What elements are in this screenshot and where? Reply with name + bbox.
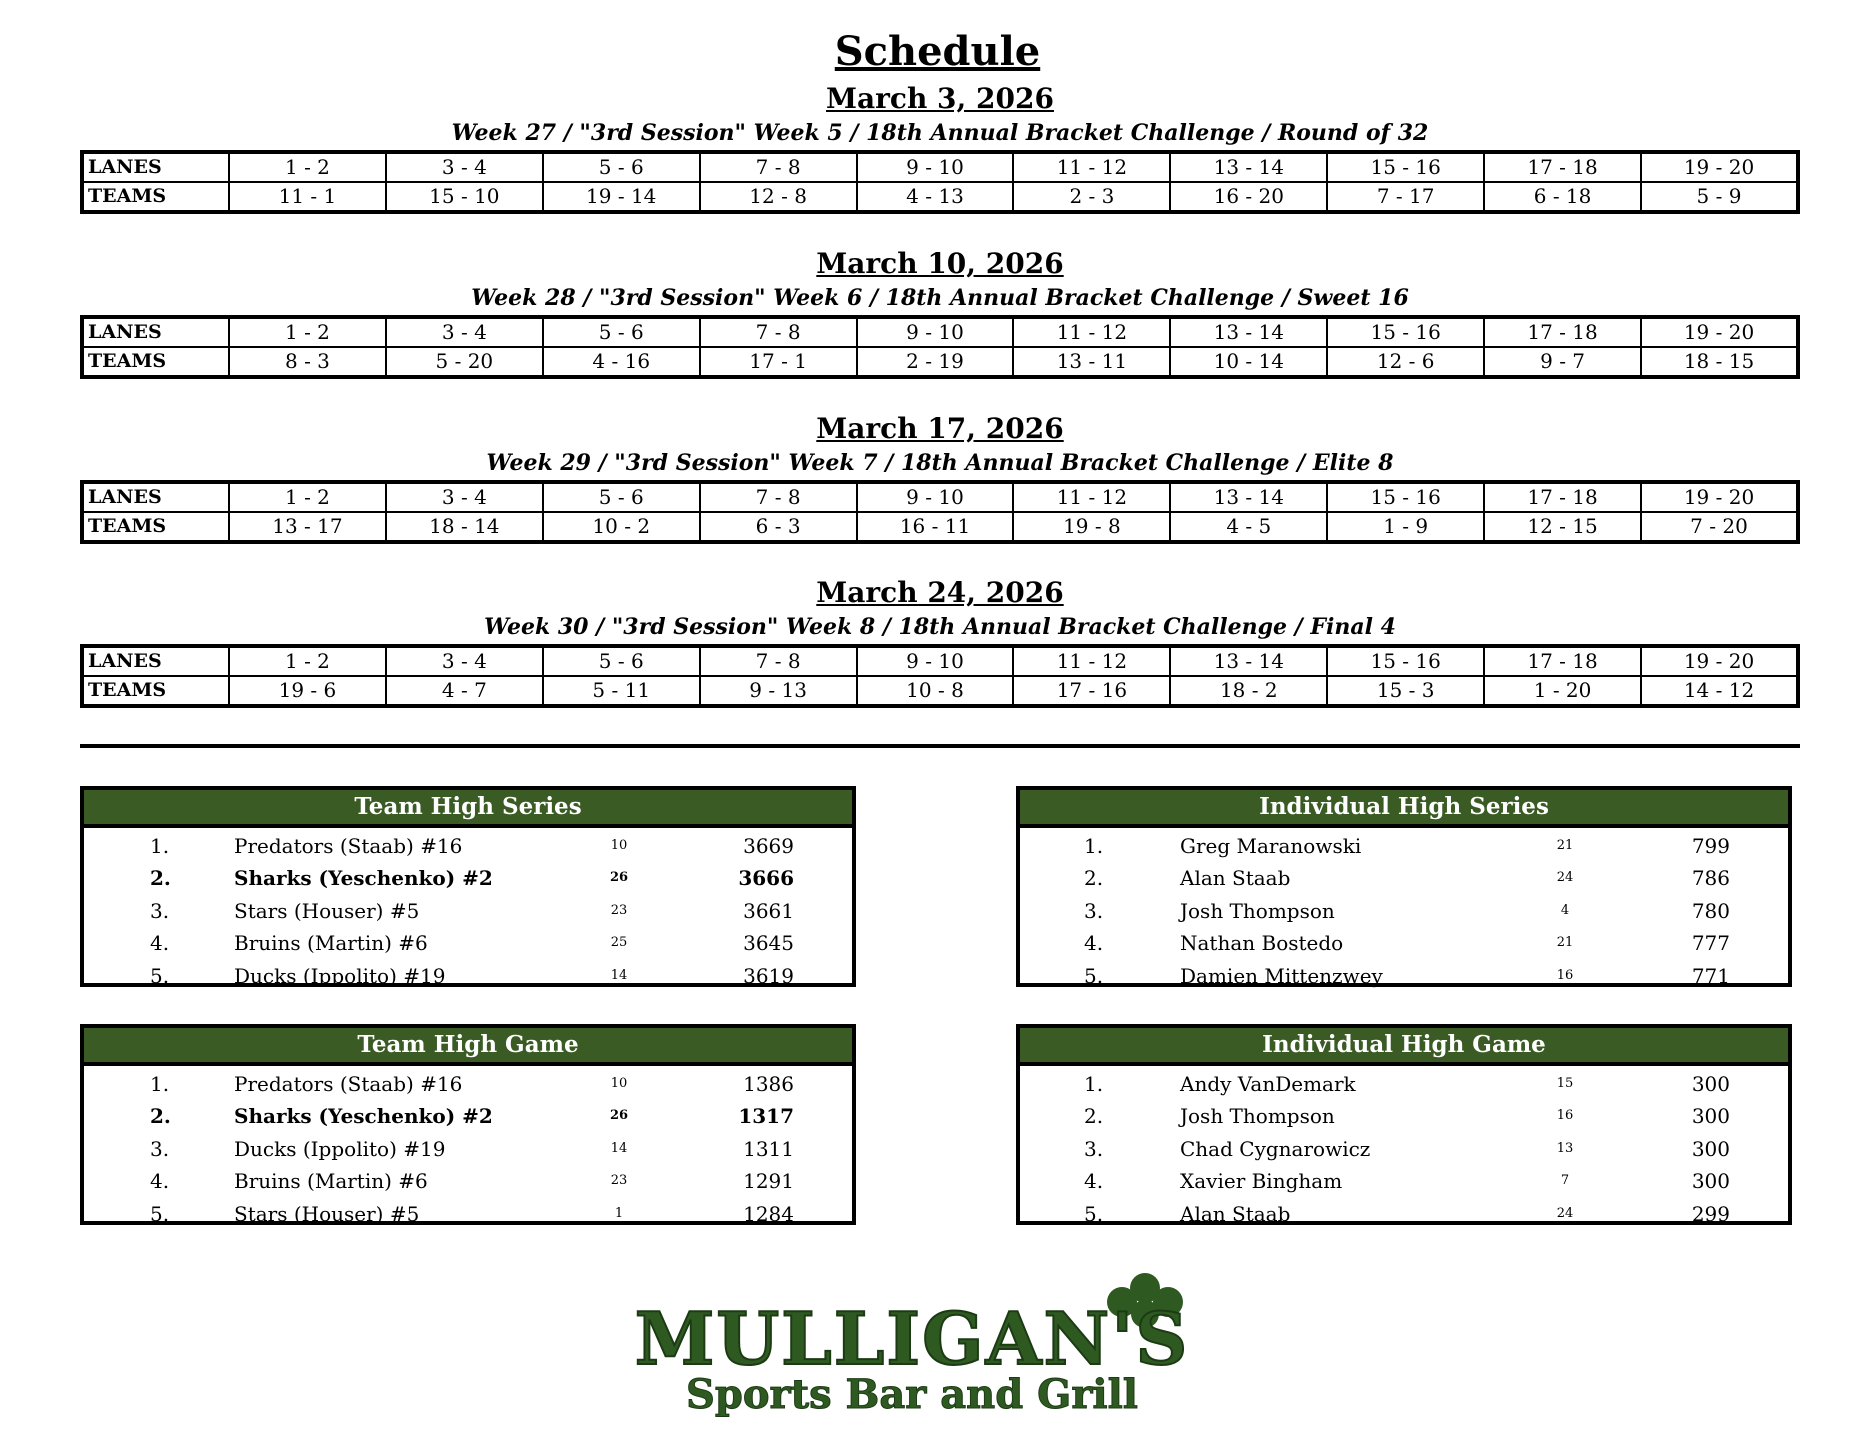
stat-row <box>84 960 852 992</box>
rank: 2. <box>1084 866 1104 891</box>
stat-row <box>84 1100 852 1132</box>
entry-name: Sharks (Yeschenko) #2 <box>234 1104 493 1129</box>
week-block <box>80 80 1800 214</box>
rank: 5. <box>150 1201 170 1226</box>
games-count: 14 <box>610 967 628 983</box>
logo-graphic <box>585 1262 1240 1417</box>
week-subtitle: Week 29 / "3rd Session" Week 7 / 18th Annual Bracket Challenge / Elite 8 <box>486 450 1394 476</box>
panel-title: Individual High Game <box>1020 1028 1788 1066</box>
rank: 5. <box>1084 1201 1104 1226</box>
lane-cell: 9 - 10 <box>857 482 1014 512</box>
week-date: March 10, 2026 <box>816 247 1064 280</box>
entry-name: Bruins (Martin) #6 <box>234 931 428 956</box>
lane-cell: 13 - 14 <box>1170 152 1327 182</box>
score: 300 <box>1691 1169 1730 1194</box>
lane-cell: 1 - 2 <box>229 152 386 182</box>
team-cell: 16 - 20 <box>1170 182 1327 212</box>
team-cell: 17 - 1 <box>700 347 857 377</box>
team-cell: 19 - 14 <box>543 182 700 212</box>
week-block <box>80 245 1800 379</box>
schedule-table <box>80 150 1800 214</box>
score: 771 <box>1691 963 1730 988</box>
lane-cell: 15 - 16 <box>1327 646 1484 676</box>
panel-title: Individual High Series <box>1020 790 1788 828</box>
schedule-row-teams <box>82 676 1798 706</box>
lane-cell: 19 - 20 <box>1641 646 1798 676</box>
rank: 1. <box>1084 1072 1104 1096</box>
score: 780 <box>1691 898 1730 923</box>
schedule-row-teams <box>82 512 1798 542</box>
score: 1386 <box>743 1072 794 1096</box>
team-cell: 16 - 11 <box>857 512 1014 542</box>
lane-cell: 5 - 6 <box>543 317 700 347</box>
entry-name: Stars (Houser) #5 <box>234 898 420 923</box>
games-count: 14 <box>610 1140 628 1156</box>
lane-cell: 5 - 6 <box>543 646 700 676</box>
panel-rows <box>84 1066 852 1230</box>
entry-name: Andy VanDemark <box>1180 1072 1356 1096</box>
score: 1311 <box>743 1136 794 1161</box>
week-subtitle: Week 27 / "3rd Session" Week 5 / 18th Annual Bracket Challenge / Round of 32 <box>451 120 1429 146</box>
games-count: 23 <box>610 1173 628 1189</box>
team-cell: 19 - 8 <box>1013 512 1170 542</box>
lane-cell: 13 - 14 <box>1170 317 1327 347</box>
team-cell: 6 - 3 <box>700 512 857 542</box>
stat-row <box>1020 1165 1788 1197</box>
games-count: 25 <box>610 935 628 951</box>
score: 3619 <box>743 963 794 988</box>
stat-row <box>84 1198 852 1230</box>
schedule-row-lanes <box>82 152 1798 182</box>
stat-row <box>1020 862 1788 894</box>
panel-title: Team High Game <box>84 1028 852 1066</box>
lane-cell: 19 - 20 <box>1641 317 1798 347</box>
lane-cell: 7 - 8 <box>700 646 857 676</box>
games-count: 7 <box>1560 1173 1570 1189</box>
entry-name: Xavier Bingham <box>1180 1169 1343 1194</box>
schedule-row-teams <box>82 347 1798 377</box>
team-cell: 14 - 12 <box>1641 676 1798 706</box>
team-cell: 7 - 20 <box>1641 512 1798 542</box>
games-count: 10 <box>610 838 628 853</box>
entry-name: Josh Thompson <box>1180 898 1335 923</box>
stat-panel <box>1016 1024 1792 1225</box>
lane-cell: 11 - 12 <box>1013 646 1170 676</box>
logo-line1: MULLIGAN'S <box>634 1296 1190 1381</box>
lane-cell: 17 - 18 <box>1484 482 1641 512</box>
row-label: TEAMS <box>82 182 229 212</box>
team-cell: 6 - 18 <box>1484 182 1641 212</box>
rank: 2. <box>1084 1104 1104 1129</box>
schedule-table <box>80 315 1800 379</box>
lane-cell: 9 - 10 <box>857 317 1014 347</box>
score: 300 <box>1691 1104 1730 1129</box>
games-count: 24 <box>1556 870 1574 886</box>
stat-panel <box>80 786 856 987</box>
week-subtitle: Week 30 / "3rd Session" Week 8 / 18th Annual Bracket Challenge / Final 4 <box>484 614 1396 640</box>
lane-cell: 5 - 6 <box>543 152 700 182</box>
entry-name: Predators (Staab) #16 <box>234 834 463 858</box>
score: 3645 <box>743 931 794 956</box>
lane-cell: 11 - 12 <box>1013 482 1170 512</box>
entry-name: Nathan Bostedo <box>1180 931 1344 956</box>
lane-cell: 3 - 4 <box>386 317 543 347</box>
lane-cell: 15 - 16 <box>1327 152 1484 182</box>
games-count: 24 <box>1556 1205 1574 1221</box>
row-label: TEAMS <box>82 347 229 377</box>
stat-row <box>1020 927 1788 959</box>
team-cell: 4 - 16 <box>543 347 700 377</box>
team-cell: 12 - 15 <box>1484 512 1641 542</box>
team-cell: 5 - 9 <box>1641 182 1798 212</box>
score: 300 <box>1691 1072 1730 1096</box>
team-cell: 10 - 8 <box>857 676 1014 706</box>
team-cell: 18 - 14 <box>386 512 543 542</box>
games-count: 15 <box>1556 1076 1574 1091</box>
games-count: 1 <box>614 1205 624 1221</box>
panel-rows <box>1020 1066 1788 1230</box>
entry-name: Chad Cygnarowicz <box>1180 1136 1371 1161</box>
stat-row <box>1020 960 1788 992</box>
rank: 3. <box>150 1136 170 1161</box>
row-label: TEAMS <box>82 676 229 706</box>
row-label: TEAMS <box>82 512 229 542</box>
stat-panel <box>1016 786 1792 987</box>
lane-cell: 1 - 2 <box>229 482 386 512</box>
panel-rows <box>84 828 852 992</box>
row-label: LANES <box>82 646 229 676</box>
lane-cell: 1 - 2 <box>229 317 386 347</box>
rank: 1. <box>150 834 170 858</box>
rank: 1. <box>1084 834 1104 858</box>
team-cell: 4 - 7 <box>386 676 543 706</box>
team-cell: 2 - 3 <box>1013 182 1170 212</box>
stat-row <box>84 927 852 959</box>
lane-cell: 3 - 4 <box>386 482 543 512</box>
schedule-row-lanes <box>82 317 1798 347</box>
rank: 4. <box>1084 1169 1104 1194</box>
week-date: March 3, 2026 <box>826 82 1054 115</box>
stat-row <box>1020 1068 1788 1100</box>
panel-rows <box>1020 828 1788 992</box>
team-cell: 19 - 6 <box>229 676 386 706</box>
lane-cell: 7 - 8 <box>700 317 857 347</box>
schedule-row-teams <box>82 182 1798 212</box>
team-cell: 4 - 13 <box>857 182 1014 212</box>
rank: 5. <box>150 963 170 988</box>
lane-cell: 17 - 18 <box>1484 317 1641 347</box>
lane-cell: 1 - 2 <box>229 646 386 676</box>
week-block <box>80 410 1800 544</box>
games-count: 21 <box>1556 935 1574 951</box>
logo-line2: Sports Bar and Grill <box>686 1371 1138 1417</box>
team-cell: 18 - 2 <box>1170 676 1327 706</box>
panel-title: Team High Series <box>84 790 852 828</box>
score: 799 <box>1691 834 1730 858</box>
stat-row <box>84 895 852 927</box>
stat-row <box>1020 1198 1788 1230</box>
lane-cell: 9 - 10 <box>857 646 1014 676</box>
row-label: LANES <box>82 152 229 182</box>
games-count: 16 <box>1556 967 1574 983</box>
section-divider <box>80 744 1800 748</box>
rank: 3. <box>150 898 170 923</box>
entry-name: Sharks (Yeschenko) #2 <box>234 866 493 891</box>
stat-row <box>84 1068 852 1100</box>
lane-cell: 5 - 6 <box>543 482 700 512</box>
row-label: LANES <box>82 317 229 347</box>
lane-cell: 15 - 16 <box>1327 317 1484 347</box>
stat-row <box>84 1165 852 1197</box>
schedule-row-lanes <box>82 482 1798 512</box>
page-title: Schedule <box>834 28 1041 75</box>
score: 299 <box>1691 1201 1730 1226</box>
team-cell: 17 - 16 <box>1013 676 1170 706</box>
entry-name: Alan Staab <box>1180 1201 1291 1226</box>
week-block <box>80 574 1800 708</box>
rank: 2. <box>150 1104 171 1129</box>
score: 3666 <box>738 866 794 891</box>
lane-cell: 13 - 14 <box>1170 482 1327 512</box>
team-cell: 1 - 20 <box>1484 676 1641 706</box>
team-cell: 10 - 14 <box>1170 347 1327 377</box>
games-count: 16 <box>1556 1108 1574 1124</box>
entry-name: Alan Staab <box>1180 866 1291 891</box>
team-cell: 12 - 8 <box>700 182 857 212</box>
stat-row <box>1020 1133 1788 1165</box>
games-count: 23 <box>610 902 628 918</box>
rank: 4. <box>1084 931 1104 956</box>
lane-cell: 15 - 16 <box>1327 482 1484 512</box>
lane-cell: 11 - 12 <box>1013 152 1170 182</box>
week-date: March 17, 2026 <box>816 412 1064 445</box>
mulligans-logo <box>585 1262 1240 1417</box>
stat-row <box>84 830 852 862</box>
lane-cell: 7 - 8 <box>700 482 857 512</box>
schedule-table <box>80 644 1800 708</box>
team-cell: 9 - 13 <box>700 676 857 706</box>
games-count: 21 <box>1556 838 1574 853</box>
team-cell: 11 - 1 <box>229 182 386 212</box>
entry-name: Stars (Houser) #5 <box>234 1201 420 1226</box>
games-count: 26 <box>609 1108 629 1124</box>
entry-name: Greg Maranowski <box>1180 834 1362 858</box>
score: 1291 <box>743 1169 794 1194</box>
team-cell: 12 - 6 <box>1327 347 1484 377</box>
score: 1317 <box>738 1104 794 1129</box>
rank: 4. <box>150 931 170 956</box>
lane-cell: 17 - 18 <box>1484 646 1641 676</box>
rank: 4. <box>150 1169 170 1194</box>
rank: 5. <box>1084 963 1104 988</box>
team-cell: 15 - 3 <box>1327 676 1484 706</box>
team-cell: 13 - 11 <box>1013 347 1170 377</box>
score: 3669 <box>743 834 794 858</box>
team-cell: 8 - 3 <box>229 347 386 377</box>
entry-name: Predators (Staab) #16 <box>234 1072 463 1096</box>
team-cell: 5 - 20 <box>386 347 543 377</box>
schedule-table <box>80 480 1800 544</box>
games-count: 13 <box>1556 1140 1574 1156</box>
stat-panel <box>80 1024 856 1225</box>
team-cell: 7 - 17 <box>1327 182 1484 212</box>
lane-cell: 7 - 8 <box>700 152 857 182</box>
team-cell: 1 - 9 <box>1327 512 1484 542</box>
lane-cell: 3 - 4 <box>386 152 543 182</box>
lane-cell: 11 - 12 <box>1013 317 1170 347</box>
entry-name: Josh Thompson <box>1180 1104 1335 1129</box>
score: 786 <box>1691 866 1730 891</box>
games-count: 10 <box>610 1076 628 1091</box>
week-subtitle: Week 28 / "3rd Session" Week 6 / 18th Annual Bracket Challenge / Sweet 16 <box>471 285 1409 311</box>
rank: 1. <box>150 1072 170 1096</box>
row-label: LANES <box>82 482 229 512</box>
team-cell: 18 - 15 <box>1641 347 1798 377</box>
score: 3661 <box>743 898 794 923</box>
lane-cell: 3 - 4 <box>386 646 543 676</box>
stat-row <box>84 862 852 894</box>
games-count: 26 <box>609 870 629 886</box>
rank: 2. <box>150 866 171 891</box>
entry-name: Ducks (Ippolito) #19 <box>234 963 446 988</box>
lane-cell: 13 - 14 <box>1170 646 1327 676</box>
score: 1284 <box>743 1201 794 1226</box>
rank: 3. <box>1084 898 1104 923</box>
schedule-row-lanes <box>82 646 1798 676</box>
lane-cell: 17 - 18 <box>1484 152 1641 182</box>
lane-cell: 19 - 20 <box>1641 482 1798 512</box>
stat-row <box>1020 830 1788 862</box>
score: 300 <box>1691 1136 1730 1161</box>
week-date: March 24, 2026 <box>816 576 1064 609</box>
stat-row <box>1020 1100 1788 1132</box>
rank: 3. <box>1084 1136 1104 1161</box>
entry-name: Damien Mittenzwey <box>1180 963 1383 988</box>
stat-row <box>1020 895 1788 927</box>
lane-cell: 19 - 20 <box>1641 152 1798 182</box>
team-cell: 13 - 17 <box>229 512 386 542</box>
team-cell: 15 - 10 <box>386 182 543 212</box>
team-cell: 9 - 7 <box>1484 347 1641 377</box>
score: 777 <box>1691 931 1730 956</box>
stat-row <box>84 1133 852 1165</box>
team-cell: 4 - 5 <box>1170 512 1327 542</box>
team-cell: 5 - 11 <box>543 676 700 706</box>
team-cell: 2 - 19 <box>857 347 1014 377</box>
lane-cell: 9 - 10 <box>857 152 1014 182</box>
team-cell: 10 - 2 <box>543 512 700 542</box>
entry-name: Ducks (Ippolito) #19 <box>234 1136 446 1161</box>
entry-name: Bruins (Martin) #6 <box>234 1169 428 1194</box>
games-count: 4 <box>1560 902 1570 918</box>
